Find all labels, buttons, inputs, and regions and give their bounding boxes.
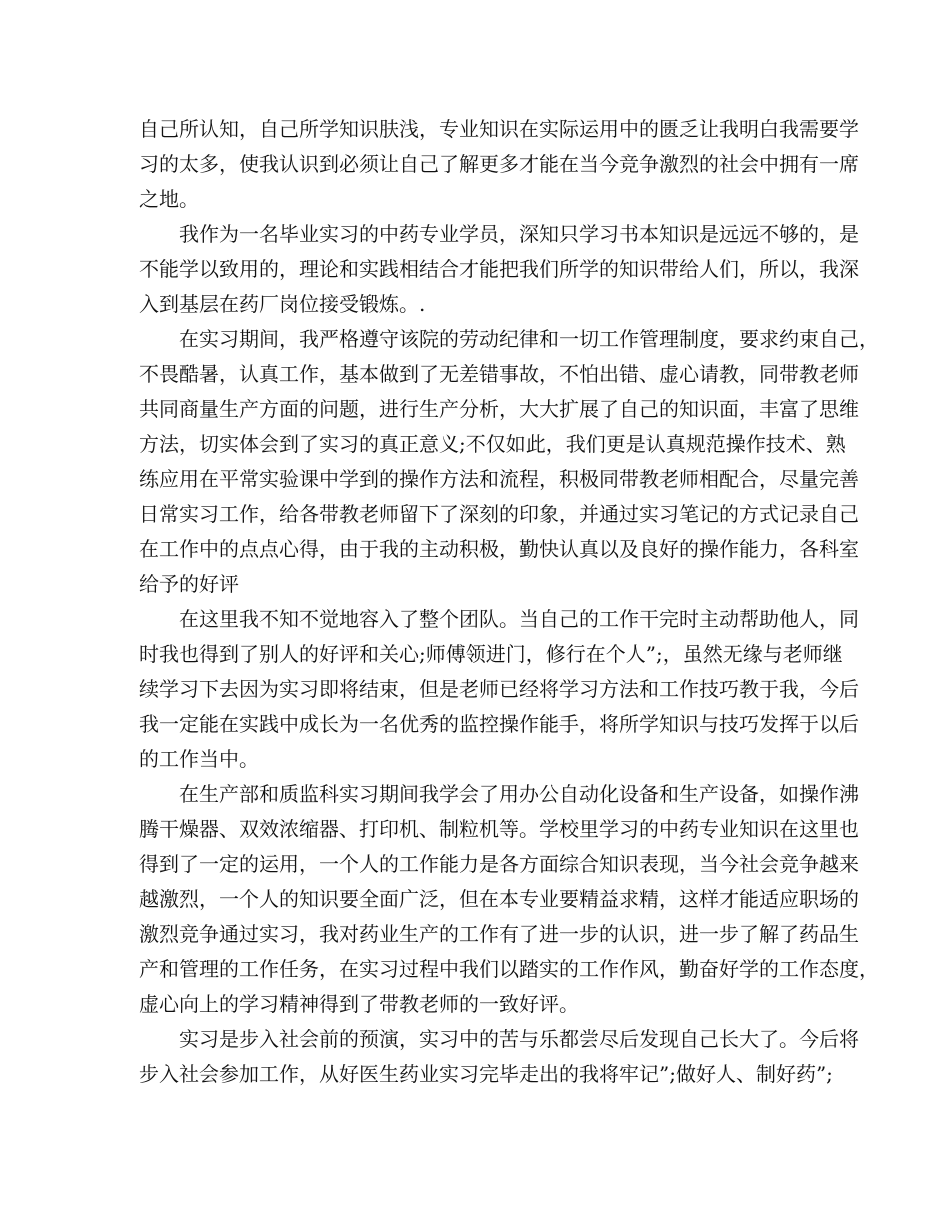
text-line: 方法，切实体会到了实习的真正意义;不仅如此，我们更是认真规范操作技术、熟 — [139, 432, 846, 456]
text-line: 入到基层在药厂岗位接受锻炼。. — [139, 292, 426, 316]
text-line: 的工作当中。 — [139, 747, 259, 771]
text-line: 时我也得到了别人的好评和关心;师傅领进门，修行在个人”;，虽然无缘与老师继 — [139, 642, 843, 666]
body-text — [139, 112, 879, 1092]
text-line: 练应用在平常实验课中学到的操作方法和流程，积极同带教老师相配合，尽量完善 — [139, 467, 859, 491]
paragraph-first-line: 我作为一名毕业实习的中药专业学员，深知只学习书本知识是远远不够的，是 — [179, 222, 859, 246]
text-line: 日常实习工作，给各带教老师留下了深刻的印象，并通过实习笔记的方式记录自己 — [139, 502, 859, 526]
text-line: 共同商量生产方面的问题，进行生产分析，大大扩展了自己的知识面，丰富了思维 — [139, 397, 859, 421]
text-line: 习的太多，使我认识到必须让自己了解更多才能在当今竞争激烈的社会中拥有一席 — [139, 152, 859, 176]
text-line: 我一定能在实践中成长为一名优秀的监控操作能手，将所学知识与技巧发挥于以后 — [139, 712, 859, 736]
paragraph-first-line: 在生产部和质监科实习期间我学会了用办公自动化设备和生产设备，如操作沸 — [179, 782, 859, 806]
text-line: 得到了一定的运用，一个人的工作能力是各方面综合知识表现，当今社会竞争越来 — [139, 852, 859, 876]
text-line: 虚心向上的学习精神得到了带教老师的一致好评。 — [139, 992, 579, 1016]
text-line: 在工作中的点点心得，由于我的主动积极，勤快认真以及良好的操作能力，各科室 — [139, 537, 859, 561]
text-line: 给予的好评 — [139, 572, 239, 596]
text-line: 不能学以致用的，理论和实践相结合才能把我们所学的知识带给人们，所以，我深 — [139, 257, 859, 281]
text-line: 续学习下去因为实习即将结束，但是老师已经将学习方法和工作技巧教于我，今后 — [139, 677, 859, 701]
text-line: 产和管理的工作任务，在实习过程中我们以踏实的工作作风，勤奋好学的工作态度， — [139, 957, 879, 981]
text-line: 激烈竞争通过实习，我对药业生产的工作有了进一步的认识，进一步了解了药品生 — [139, 922, 859, 946]
paragraph-first-line: 在这里我不知不觉地容入了整个团队。当自己的工作干完时主动帮助他人，同 — [179, 607, 859, 631]
text-line: 之地。 — [139, 187, 199, 211]
paragraph-first-line: 实习是步入社会前的预演，实习中的苦与乐都尝尽后发现自己长大了。今后将 — [179, 1027, 859, 1051]
text-line: 越激烈，一个人的知识要全面广泛，但在本专业要精益求精，这样才能适应职场的 — [139, 887, 859, 911]
paragraph-first-line: 在实习期间，我严格遵守该院的劳动纪律和一切工作管理制度，要求约束自己， — [179, 327, 879, 351]
text-line: 不畏酷暑，认真工作，基本做到了无差错事故，不怕出错、虚心请教，同带教老师 — [139, 362, 859, 386]
text-line: 腾干燥器、双效浓缩器、打印机、制粒机等。学校里学习的中药专业知识在这里也 — [139, 817, 859, 841]
text-line: 步入社会参加工作，从好医生药业实习完毕走出的我将牢记”;做好人、制好药”; — [139, 1062, 833, 1086]
text-line: 自己所认知，自己所学知识肤浅，专业知识在实际运用中的匮乏让我明白我需要学 — [139, 117, 859, 141]
